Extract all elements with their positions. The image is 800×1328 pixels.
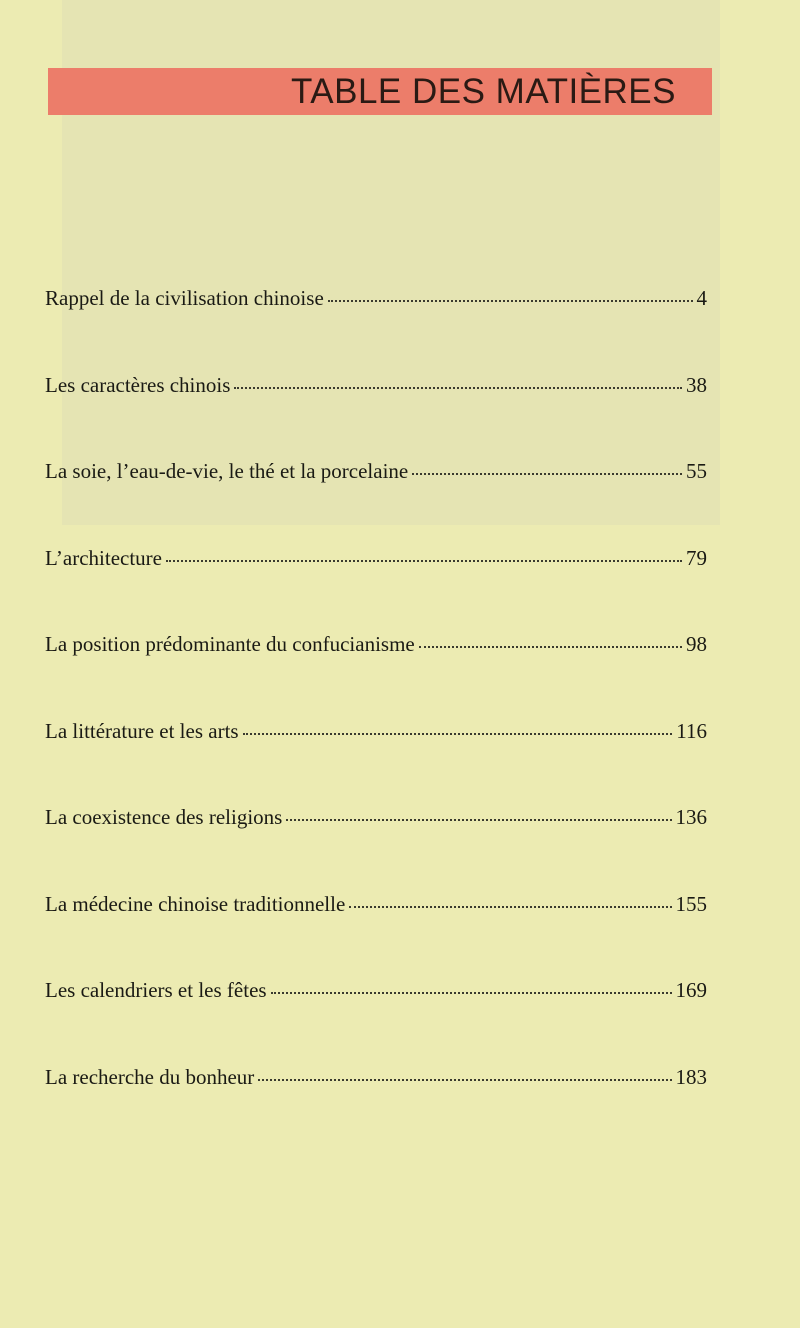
page-title: TABLE DES MATIÈRES <box>290 72 676 111</box>
toc-page-number: 136 <box>675 805 707 829</box>
toc-page-number: 155 <box>675 891 707 916</box>
toc-entry-label: La position prédominante du confucianisme <box>45 632 415 656</box>
toc-dot-leader <box>286 819 671 821</box>
toc-entry-label: La soie, l’eau-de-vie, le thé et la porcelaine <box>45 459 409 483</box>
toc-entry[interactable] <box>45 1057 707 1144</box>
toc-entry-label: La littérature et les arts <box>45 718 239 743</box>
toc-dot-leader <box>258 1079 671 1081</box>
toc-entry[interactable] <box>45 884 707 971</box>
toc-entry[interactable] <box>45 365 707 452</box>
toc-page-number: 4 <box>696 286 707 310</box>
toc-entry-label: L’architecture <box>45 545 162 570</box>
toc-entry[interactable] <box>45 797 707 884</box>
toc-entry-label: Les calendriers et les fêtes <box>45 978 267 1002</box>
toc-dot-leader <box>271 992 672 994</box>
toc-dot-leader <box>412 473 682 475</box>
toc-dot-leader <box>243 733 673 735</box>
toc-entry-label: La recherche du bonheur <box>45 1064 255 1089</box>
title-band <box>48 68 712 115</box>
toc-page-number: 169 <box>675 978 707 1002</box>
toc-entry[interactable] <box>45 624 707 711</box>
toc-entry-label: La médecine chinoise traditionnelle <box>45 891 346 916</box>
toc-page-number: 79 <box>686 545 707 570</box>
toc-page-number: 183 <box>675 1064 707 1089</box>
toc-page-number: 116 <box>676 718 707 743</box>
toc-page-number: 55 <box>686 459 707 483</box>
toc-entry[interactable] <box>45 538 707 625</box>
toc-dot-leader <box>349 906 671 908</box>
toc-dot-leader <box>234 387 682 389</box>
toc-entry-label: Rappel de la civilisation chinoise <box>45 286 324 310</box>
toc-entry[interactable] <box>45 451 707 538</box>
toc-entry[interactable] <box>45 970 707 1057</box>
toc-page-number: 38 <box>686 372 707 397</box>
table-of-contents <box>45 278 707 1143</box>
toc-dot-leader <box>166 560 682 562</box>
toc-entry-label: La coexistence des religions <box>45 805 283 829</box>
toc-page-number: 98 <box>686 632 707 656</box>
toc-entry[interactable] <box>45 711 707 798</box>
toc-entry[interactable] <box>45 278 707 365</box>
toc-entry-label: Les caractères chinois <box>45 372 231 397</box>
toc-dot-leader <box>328 300 693 302</box>
toc-dot-leader <box>419 646 682 648</box>
